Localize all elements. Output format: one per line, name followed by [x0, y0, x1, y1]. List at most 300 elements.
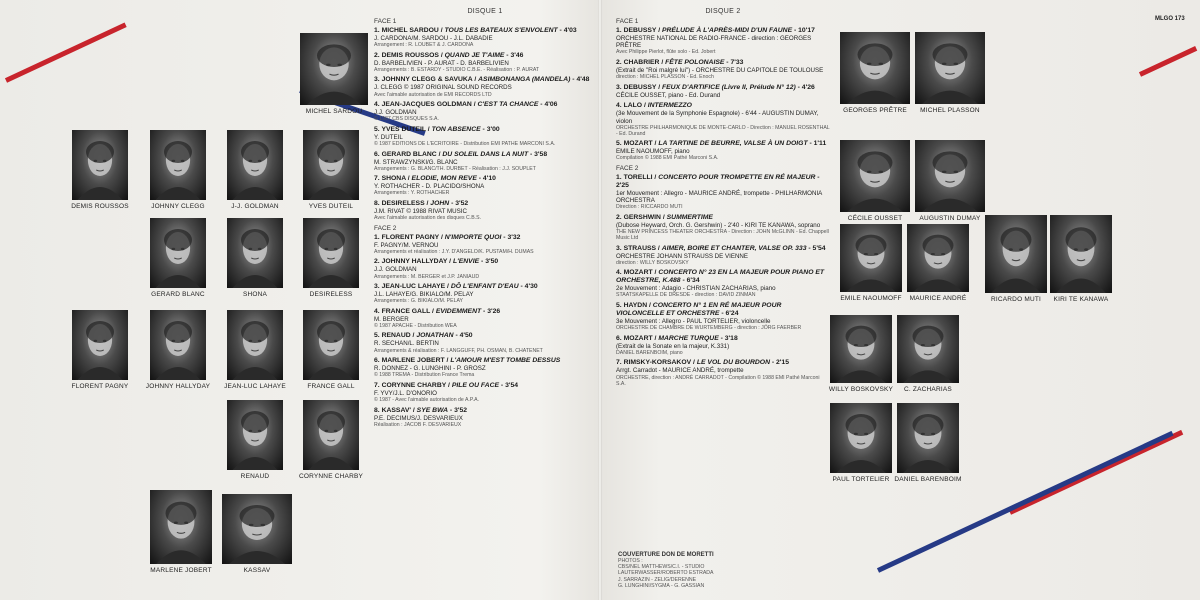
track-entry	[374, 101, 596, 122]
track-notes: STAATSKAPELLE DE DRESDE - direction : DAVID ZINMAN	[616, 292, 756, 299]
track-time: 6'34	[686, 277, 700, 285]
track-notes: © 1988 TREMA - Distribution France Trema	[374, 372, 475, 379]
track-artist: STRAUSS	[623, 244, 657, 252]
track-number: 4.	[616, 269, 622, 277]
track-title: FEUX D'ARTIFICE (Livre II, Prélude N° 12)	[661, 83, 796, 91]
photo-caption: FLORENT PAGNY	[71, 383, 129, 390]
photo-caption: RICARDO MUTI	[990, 296, 1042, 303]
track-credits: CÉCILE OUSSET, piano - Ed. Durand	[616, 91, 721, 99]
photo-caption: JEAN-LUC LAHAYE	[224, 383, 286, 390]
disc1-face1-label: FACE 1	[374, 18, 397, 25]
track-number: 6.	[616, 334, 622, 342]
track-time: 3'52	[455, 199, 469, 207]
disc2-face2-label: FACE 2	[616, 164, 639, 172]
track-artist: SHONA	[381, 175, 406, 183]
track-entry	[616, 214, 830, 241]
track-artist: JOHNNY HALLYDAY	[381, 258, 448, 266]
track-entry	[616, 335, 830, 356]
track-artist: CORYNNE CHARBY	[381, 381, 447, 389]
track-heading: 1. DEBUSSY / PRÉLUDE À L'APRÈS-MIDI D'UN FAUNE - 10'17	[616, 27, 815, 34]
track-time: 4'48	[576, 76, 590, 84]
track-artist: DEBUSSY	[623, 27, 657, 34]
catalog-code: MLGO 173	[1155, 16, 1185, 22]
track-title: TON ABSENCE	[431, 125, 481, 133]
track-number: 3.	[616, 83, 622, 91]
track-artist: MARLENE JOBERT	[381, 357, 445, 365]
track-credits: M. STRAWZYNSKI/G. BLANC	[374, 158, 458, 166]
credit-line: G. LUNGHINI/SYGMA - G. GASSIAN	[618, 582, 705, 589]
track-heading: 7. SHONA / ELODIE, MON REVE - 4'10	[374, 175, 496, 183]
track-time: 4'06	[544, 101, 558, 109]
photo-caption: DESIRELESS	[309, 291, 353, 298]
track-artist: GERSHWIN	[623, 213, 661, 221]
track-credits: EMILE NAOUMOFF, piano	[616, 148, 690, 156]
track-entry	[616, 27, 830, 55]
track-heading: 2. JOHNNY HALLYDAY / L'ENVIE - 3'50	[374, 258, 499, 266]
track-credits: P.E. DECIMUS/J. DESVARIEUX	[374, 414, 463, 422]
track-heading: 6. MARLENE JOBERT / L'AMOUR M'EST TOMBE DESSUS	[374, 357, 561, 365]
track-credits: J.J. GOLDMAN	[374, 266, 417, 274]
photo-daniel-barenboim	[894, 403, 962, 483]
track-notes: direction : MICHEL PLASSON - Ed. Enoch	[616, 74, 714, 81]
track-title: JOHN	[430, 199, 450, 207]
track-title: INTERMEZZO	[647, 102, 692, 110]
track-artist: TORELLI	[623, 173, 653, 181]
track-credits: Y. ROTHACHER - D. PLACIDO/SHONA	[374, 183, 485, 191]
track-entry	[374, 308, 596, 329]
photo-caption: C. ZACHARIAS	[904, 386, 952, 393]
photo-caption: KIRI TE KANAWA	[1053, 296, 1109, 303]
track-notes: Compilation © 1988 EMI Pathé Marconi S.A.	[616, 155, 719, 162]
disc2-tracklist	[616, 8, 830, 390]
track-heading: 2. CHABRIER / FÊTE POLONAISE - 7'33	[616, 58, 744, 66]
photo-j-j-goldman	[227, 130, 283, 210]
track-number: 5.	[374, 332, 380, 340]
portrait-image	[303, 400, 359, 470]
track-notes: Arrangements et réalisation : J.Y. D'ANGELO/K. PUSTAM/H. DUMAS	[374, 248, 534, 255]
photo-shona	[227, 218, 283, 298]
photo-france-gall	[303, 310, 359, 390]
photo-paul-tortelier	[830, 403, 892, 483]
track-notes: Arrangements : M. BERGER et J.P. JANIAUD	[374, 273, 480, 280]
track-time: 5'54	[812, 244, 826, 252]
track-entry	[374, 52, 596, 73]
photo-caption: MICHEL SARDOU	[305, 108, 363, 115]
track-credits: (Dubose Heyward, Orch. G. Gershwin) - 2'40 - KIRI TE KANAWA, soprano	[616, 221, 821, 229]
portrait-image	[897, 315, 959, 383]
track-notes: ORCHESTRE, direction : ANDRÉ CARRADOT - Compilation © 1988 EMI Pathé Marconi S.A.	[616, 374, 820, 387]
track-notes: Direction : RICCARDO MUTI	[616, 204, 683, 211]
disc2-face1-label: FACE 1	[616, 18, 639, 25]
track-number: 1.	[374, 233, 380, 241]
track-time: 1'11	[813, 140, 827, 148]
track-title: ASIMBONANGA (MANDELA)	[478, 76, 571, 84]
track-time: 4'30	[524, 283, 538, 291]
track-title: L'ENVIE	[452, 258, 480, 266]
photo-emile-naoumoff	[840, 224, 902, 302]
track-entry	[374, 126, 596, 147]
track-credits: 1er Mouvement : Allegro - MAURICE ANDRÉ, trompette - PHILHARMONIA ORCHESTRA	[616, 189, 822, 205]
track-credits: (Extrait de la Sonate en la majeur, K.331)	[616, 342, 730, 350]
track-time: 4'10	[482, 175, 496, 183]
track-artist: JOHNNY CLEGG & SAVUKA	[381, 76, 473, 84]
portrait-image	[840, 224, 902, 292]
portrait-image	[150, 490, 212, 564]
track-title: C'EST TA CHANCE	[477, 101, 539, 109]
portrait-image	[72, 310, 128, 380]
portrait-image	[227, 130, 283, 200]
track-artist: LALO	[623, 102, 643, 110]
portrait-image	[227, 310, 283, 380]
track-artist: YVES DUTEIL	[381, 125, 426, 133]
photo-caption: WILLY BOSKOVSKY	[828, 386, 894, 393]
track-number: 8.	[374, 406, 380, 414]
track-heading: 2. DEMIS ROUSSOS / QUAND JE T'AIME - 3'46	[374, 51, 524, 59]
photo-caption: JOHNNY HALLYDAY	[145, 383, 211, 390]
photo-caption: MICHEL PLASSON	[920, 107, 980, 114]
photo-michel-plasson	[915, 32, 985, 114]
track-credits: J.M. RIVAT © 1988 RIVAT MUSIC	[374, 207, 467, 215]
photo-caption: DEMIS ROUSSOS	[71, 203, 129, 210]
photo-florent-pagny	[72, 310, 128, 390]
track-artist: MICHEL SARDOU	[381, 27, 439, 34]
track-artist: MOZART	[623, 334, 653, 342]
track-title: LE VOL DU BOURDON	[696, 359, 770, 367]
photo-renaud	[227, 400, 283, 480]
photo-caption: MAURICE ANDRÉ	[909, 295, 967, 302]
track-artist: DEMIS ROUSSOS	[381, 51, 439, 59]
track-number: 6.	[374, 357, 380, 365]
track-number: 2.	[616, 58, 622, 66]
track-time: 6'24	[725, 309, 739, 317]
track-credits: J.L. LAHAYE/G. BIKIALO/M. PELAY	[374, 291, 474, 299]
track-artist: CHABRIER	[623, 58, 660, 66]
track-heading: 3. JOHNNY CLEGG & SAVUKA / ASIMBONANGA (MANDELA) - 4'48	[374, 76, 590, 84]
track-notes: THE NEW PRINCESS THEATER ORCHESTRA - Direction : JOHN McGLINN - Ed. Chappell Music Ltd	[616, 229, 829, 242]
photo-caption: FRANCE GALL	[307, 383, 355, 390]
track-notes: Avec Philippe Pierlot, flûte solo - Ed. Jobert	[616, 49, 716, 56]
track-title: CONCERTO N° 1 EN RÉ MAJEUR POUR VIOLONCELLE ET ORCHESTRE	[616, 301, 782, 317]
track-artist: HAYDN	[623, 301, 648, 309]
cover-credits	[618, 552, 818, 589]
track-credits: Arrgt. Carradot - MAURICE ANDRÉ, trompette	[616, 367, 744, 375]
track-title: SUMMERTIME	[666, 213, 713, 221]
track-artist: JEAN-JACQUES GOLDMAN	[381, 101, 472, 109]
photo-jean-luc-lahaye	[224, 310, 286, 390]
track-credits: F. PAGNY/M. VERNOU	[374, 241, 439, 249]
track-artist: FRANCE GALL	[381, 307, 431, 315]
track-number: 1.	[374, 27, 380, 34]
track-artist: MOZART	[623, 269, 653, 277]
photo-yves-duteil	[303, 130, 359, 210]
track-number: 4.	[374, 101, 380, 109]
track-heading: 5. HAYDN / CONCERTO N° 1 EN RÉ MAJEUR POUR VIOLONCELLE ET ORCHESTRE - 6'24	[616, 301, 782, 317]
track-number: 5.	[616, 301, 622, 309]
photo-caption: GEORGES PRÊTRE	[843, 107, 907, 114]
track-heading: 4. FRANCE GALL / EVIDEMMENT - 3'26	[374, 307, 501, 315]
track-entry	[374, 407, 596, 428]
track-heading: 8. KASSAV' / SYE BWA - 3'52	[374, 406, 468, 414]
track-notes: Réalisation : JACOB F. DESVARIEUX	[374, 421, 462, 428]
disc2-title: DISQUE 2	[705, 8, 741, 15]
track-time: 3'18	[724, 334, 738, 342]
track-title: DÔ L'ENFANT D'EAU	[450, 283, 519, 291]
track-entry	[616, 174, 830, 210]
track-credits: Y. DUTEIL	[374, 133, 403, 141]
track-entry	[374, 234, 596, 255]
track-entry	[374, 175, 596, 196]
track-heading: 7. RIMSKY-KORSAKOV / LE VOL DU BOURDON - 2'15	[616, 359, 789, 367]
photo-georges-pretre	[840, 32, 910, 114]
track-time: 10'17	[798, 27, 815, 34]
photo-desireless	[303, 218, 359, 298]
track-notes: © 1987 APACHE - Distribution WEA	[374, 322, 457, 329]
track-entry	[374, 258, 596, 279]
track-entry	[374, 283, 596, 304]
photo-caption: RENAUD	[240, 473, 270, 480]
track-number: 3.	[374, 283, 380, 291]
track-credits: D. BARBELIVIEN - P. AURAT - D. BARBELIVIEN	[374, 59, 509, 67]
track-artist: GERARD BLANC	[381, 150, 437, 158]
track-heading: 3. JEAN-LUC LAHAYE / DÔ L'ENFANT D'EAU - 4'30	[374, 283, 538, 291]
track-heading: 5. RENAUD / JONATHAN - 4'50	[374, 332, 473, 340]
photo-ricardo-muti	[985, 215, 1047, 303]
track-notes: Avec l'aimable autorisation de EMI RECORDS LTD	[374, 91, 492, 98]
disc1-tracklist	[374, 8, 596, 431]
sleeve-fold	[598, 0, 602, 600]
portrait-image	[150, 310, 206, 380]
portrait-image	[830, 403, 892, 473]
track-time: 3'52	[454, 406, 468, 414]
track-heading: 5. YVES DUTEIL / TON ABSENCE - 3'00	[374, 125, 500, 133]
track-number: 2.	[374, 51, 380, 59]
track-heading: 6. GERARD BLANC / DU SOLEIL DANS LA NUIT - 3'58	[374, 150, 548, 158]
portrait-image	[897, 403, 959, 473]
track-time: 4'26	[801, 83, 815, 91]
track-heading: 4. LALO / INTERMEZZO	[616, 102, 692, 110]
track-credits: 3e Mouvement : Allegro - PAUL TORTELIER, violoncelle	[616, 317, 771, 325]
track-entry	[374, 332, 596, 353]
track-notes: © 1987 CBS DISQUES S.A.	[374, 116, 439, 123]
track-entry	[616, 102, 830, 136]
track-entry	[616, 269, 830, 298]
portrait-image	[72, 130, 128, 200]
photo-caption: SHONA	[242, 291, 268, 298]
photo-caption: KASSAV	[243, 567, 271, 574]
photo-maurice-andre	[907, 224, 969, 302]
track-heading: 5. MOZART / LA TARTINE DE BEURRE, VALSE À UN DOIGT - 1'11	[616, 140, 827, 148]
track-notes: ORCHESTRE PHILHARMONIQUE DE MONTE-CARLO - Direction : MANUEL ROSENTHAL - Ed. Durand	[616, 124, 830, 137]
track-entry	[616, 140, 830, 161]
track-notes: DANIEL BARENBOIM, piano	[616, 349, 683, 356]
portrait-image	[227, 218, 283, 288]
track-title: PRÉLUDE À L'APRÈS-MIDI D'UN FAUNE	[661, 27, 793, 34]
track-notes: Arrangements & réalisation : F. LANGGUFF, PH. OSMAN, B. CHATENET	[374, 347, 543, 354]
portrait-image	[303, 130, 359, 200]
photo-michel-sardou	[300, 33, 368, 115]
track-heading: 4. JEAN-JACQUES GOLDMAN / C'EST TA CHANCE - 4'06	[374, 101, 558, 109]
track-heading: 1. MICHEL SARDOU / TOUS LES BATEAUX S'ENVOLENT - 4'03	[374, 27, 577, 34]
track-credits: J. CARDONA/M. SARDOU - J.L. DABADIE	[374, 35, 493, 42]
track-credits: J.J. GOLDMAN	[374, 109, 417, 117]
track-title: PILE OU FACE	[451, 381, 500, 389]
photo-caption: EMILE NAOUMOFF	[840, 295, 902, 302]
track-artist: DESIRELESS	[381, 199, 425, 207]
track-heading: 1. FLORENT PAGNY / N'IMPORTE QUOI - 3'32	[374, 233, 521, 241]
track-artist: DEBUSSY	[623, 83, 657, 91]
track-credits: ORCHESTRE NATIONAL DE RADIO-FRANCE - direction : GEORGES PRÊTRE	[616, 35, 812, 50]
track-time: 4'50	[459, 332, 473, 340]
track-credits: F. YVY/J.L. D'ONORIO	[374, 389, 437, 397]
photo-kiri-te-kanawa	[1050, 215, 1112, 303]
track-heading: 2. GERSHWIN / SUMMERTIME	[616, 213, 713, 221]
track-credits: ORCHESTRE JOHANN STRAUSS DE VIENNE	[616, 252, 749, 260]
photo-caption: J-J. GOLDMAN	[231, 203, 279, 210]
photo-kassav	[222, 494, 292, 574]
photo-caption: JOHNNY CLEGG	[151, 203, 205, 210]
portrait-image	[303, 310, 359, 380]
track-notes: Arrangements : G. BIKIALO/M. PELAY	[374, 298, 463, 305]
track-heading: 6. MOZART / MARCHE TURQUE - 3'18	[616, 334, 738, 342]
portrait-image	[915, 32, 985, 104]
portrait-image	[222, 494, 292, 564]
portrait-image	[227, 400, 283, 470]
track-number: 1.	[616, 173, 622, 181]
portrait-image	[150, 130, 206, 200]
track-number: 5.	[616, 140, 622, 148]
track-notes: Arrangements : Y. ROTHACHER	[374, 190, 450, 197]
track-title: CONCERTO POUR TROMPETTE EN RÉ MAJEUR	[658, 173, 816, 181]
photo-demis-roussos	[72, 130, 128, 210]
portrait-image	[840, 32, 910, 104]
portrait-image	[915, 140, 985, 212]
track-time: 3'26	[487, 307, 501, 315]
track-entry	[374, 382, 596, 403]
track-credits: R. DONNEZ - G. LUNGHINI - P. GROSZ	[374, 365, 486, 373]
photo-caption: CÉCILE OUSSET	[847, 215, 903, 222]
credit-line: J. SARRAZIN - ZELIG/DERENNE	[618, 576, 697, 583]
track-artist: FLORENT PAGNY	[381, 233, 440, 241]
photo-gerard-blanc	[150, 218, 206, 298]
track-notes: direction : WILLY BOSKOVSKY	[616, 259, 689, 266]
track-number: 2.	[374, 258, 380, 266]
credit-line: CBS/NEL MATTHEWS/C.I. - STUDIO	[618, 564, 705, 571]
credits-title: COUVERTURE DON DE MORETTI	[618, 552, 714, 558]
track-number: 1.	[616, 27, 622, 34]
track-number: 8.	[374, 199, 380, 207]
track-number: 7.	[616, 359, 622, 367]
photo-johnny-clegg	[150, 130, 206, 210]
track-notes: Arrangements : G. BLANC/TH. DURBET - Réalisation : J.J. SOUPLET	[374, 165, 536, 172]
photo-corynne-charby	[298, 400, 364, 480]
track-artist: MOZART	[623, 140, 653, 148]
track-title: TOUS LES BATEAUX S'ENVOLENT	[444, 27, 558, 34]
portrait-image	[1050, 215, 1112, 293]
track-title: LA TARTINE DE BEURRE, VALSE À UN DOIGT	[658, 140, 808, 148]
track-number: 4.	[374, 307, 380, 315]
track-entry	[616, 59, 830, 80]
track-notes: Avec l'aimable autorisation des disques C.B.S.	[374, 215, 482, 222]
track-notes: Arrangements : B. ESTARDY - STUDIO C.B.E. - Réalisation : P. AURAT	[374, 66, 540, 73]
photo-caption: GERARD BLANC	[151, 291, 205, 298]
track-time: 3'00	[486, 125, 500, 133]
track-artist: RENAUD	[381, 332, 411, 340]
track-title: AIMER, BOIRE ET CHANTER, VALSE OP. 333	[661, 244, 807, 252]
credit-line: LAUTERWASSER/ROBERTO ESTRADA	[618, 570, 714, 577]
track-number: 3.	[616, 244, 622, 252]
track-title: QUAND JE T'AIME	[444, 51, 505, 59]
photo-c-zacharias	[897, 315, 959, 393]
credit-line: PHOTOS :	[618, 558, 643, 564]
track-credits: J. CLEGG © 1987 ORIGINAL SOUND RECORDS	[374, 84, 512, 92]
photo-willy-boskovsky	[830, 315, 892, 393]
track-credits: M. BERGER	[374, 315, 409, 323]
photo-johnny-hallyday	[145, 310, 211, 390]
track-title: DU SOLEIL DANS LA NUIT	[442, 150, 529, 158]
track-title: CONCERTO N° 23 EN LA MAJEUR POUR PIANO ET ORCHESTRE, K.488	[616, 269, 825, 285]
track-entry	[616, 359, 830, 386]
portrait-image	[303, 218, 359, 288]
track-heading: 8. DESIRELESS / JOHN - 3'52	[374, 199, 469, 207]
track-artist: RIMSKY-KORSAKOV	[623, 359, 692, 367]
track-credits: (Extrait de "Roi malgré lui") - ORCHESTRE DU CAPITOLE DE TOULOUSE	[616, 66, 824, 74]
track-entry	[616, 245, 830, 266]
track-heading: 4. MOZART / CONCERTO N° 23 EN LA MAJEUR POUR PIANO ET ORCHESTRE, K.488 - 6'34	[616, 269, 825, 285]
portrait-image	[985, 215, 1047, 293]
track-time: 4'03	[563, 27, 577, 34]
portrait-image	[840, 140, 910, 212]
track-time: 3'58	[534, 150, 548, 158]
track-credits: R. SECHAN/L. BERTIN	[374, 340, 439, 348]
track-title: L'AMOUR M'EST TOMBE DESSUS	[450, 357, 561, 365]
track-number: 4.	[616, 102, 622, 110]
track-heading: 3. DEBUSSY / FEUX D'ARTIFICE (Livre II, Prélude N° 12) - 4'26	[616, 83, 815, 91]
track-time: 3'46	[510, 51, 524, 59]
track-time: 2'25	[616, 181, 629, 189]
track-notes: © 1987 - Avec l'aimable autorisation de A.P.A.	[374, 397, 479, 404]
track-heading: 3. STRAUSS / AIMER, BOIRE ET CHANTER, VALSE OP. 333 - 5'54	[616, 244, 826, 252]
track-time: 2'15	[776, 359, 789, 367]
track-heading: 1. TORELLI / CONCERTO POUR TROMPETTE EN RÉ MAJEUR - 2'25	[616, 173, 820, 189]
track-title: ELODIE, MON REVE	[411, 175, 477, 183]
track-notes: ORCHESTRE DE CHAMBRE DE WURTEMBERG - direction : JÖRG FAERBER	[616, 325, 802, 332]
track-number: 2.	[616, 213, 622, 221]
track-artist: KASSAV'	[381, 406, 411, 414]
track-title: JONATHAN	[416, 332, 454, 340]
track-number: 7.	[374, 175, 380, 183]
photo-caption: MARLENE JOBERT	[150, 567, 212, 574]
portrait-image	[907, 224, 969, 292]
track-title: EVIDEMMENT	[435, 307, 482, 315]
track-time: 3'32	[507, 233, 521, 241]
track-artist: JEAN-LUC LAHAYE	[381, 283, 446, 291]
photo-augustin-dumay	[915, 140, 985, 222]
portrait-image	[150, 218, 206, 288]
track-notes: © 1987 EDITIONS DE L'ECRITOIRE - Distribution EMI PATHE MARCONI S.A.	[374, 141, 556, 148]
disc1-face2-label: FACE 2	[374, 224, 397, 232]
track-entry	[374, 27, 596, 48]
track-notes: Arrangement : R. LOUBET & J. CARDONA	[374, 42, 474, 49]
track-entry	[374, 151, 596, 172]
track-number: 6.	[374, 150, 380, 158]
photo-caption: DANIEL BARENBOIM	[894, 476, 962, 483]
track-entry	[616, 84, 830, 99]
track-time: 3'54	[505, 381, 519, 389]
track-title: FÊTE POLONAISE	[665, 58, 725, 66]
track-title: SYE BWA	[416, 406, 449, 414]
track-time: 3'50	[485, 258, 499, 266]
photo-marlene-jobert	[150, 490, 212, 574]
